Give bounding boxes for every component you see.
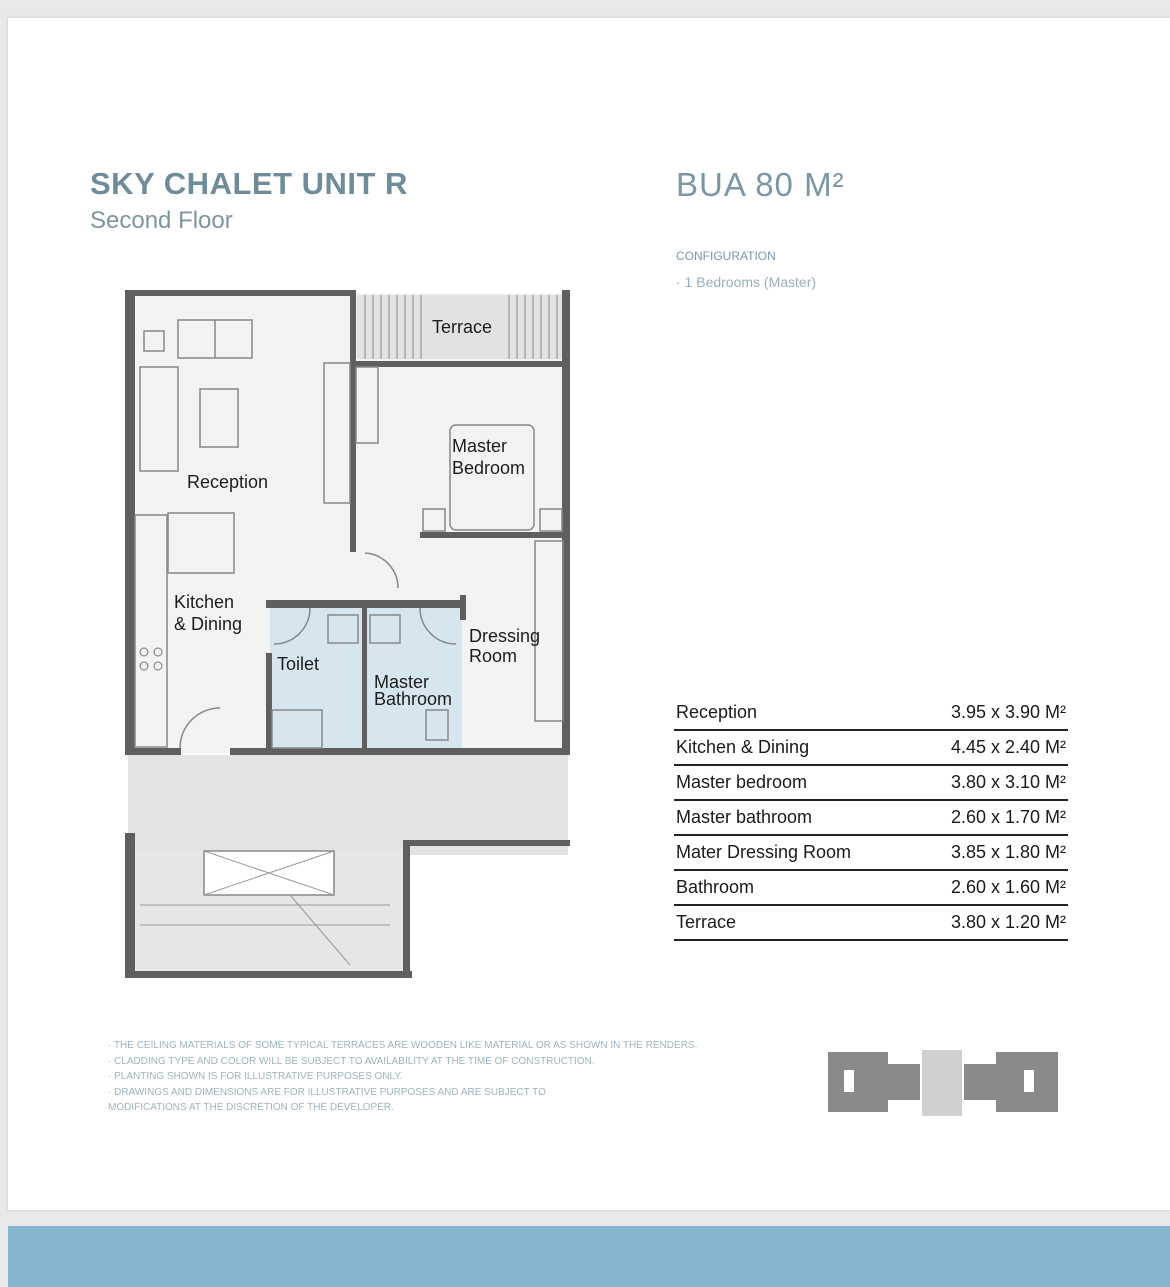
wall-top: [125, 290, 355, 296]
wall-bath-right: [460, 595, 466, 620]
floor-plan: [120, 285, 580, 985]
wall-stair-right: [403, 840, 410, 978]
note-line: · THE CEILING MATERIALS OF SOME TYPICAL TERRACES ARE WOODEN LIKE MATERIAL OR AS SHOWN IN THE RENDERS.: [108, 1040, 698, 1051]
bua-area: BUA 80 M²: [676, 166, 845, 203]
room-name: Kitchen & Dining: [674, 730, 911, 765]
room-name: Master bathroom: [674, 800, 911, 835]
wall-terrace: [350, 290, 356, 552]
room-dims: 3.95 x 3.90 M²: [911, 696, 1068, 730]
wall-stair-bottom: [125, 971, 412, 978]
configuration-label: CONFIGURATION: [676, 249, 776, 263]
room-name: Mater Dressing Room: [674, 835, 911, 870]
note-line: · CLADDING TYPE AND COLOR WILL BE SUBJECT TO AVAILABILITY AT THE TIME OF CONSTRUCTION.: [108, 1055, 595, 1067]
room-name: Reception: [674, 696, 911, 730]
wall-left: [125, 290, 135, 755]
label-master-bath-1: Master: [374, 672, 430, 692]
table-row: [674, 800, 1068, 835]
label-terrace: Terrace: [432, 317, 493, 337]
note-line: MODIFICATIONS AT THE DISCRETION OF THE DEVELOPER.: [108, 1102, 394, 1113]
configuration-item: · 1 Bedrooms (Master): [676, 274, 817, 290]
room-dims: 2.60 x 1.60 M²: [911, 870, 1068, 905]
room-name: Bathroom: [674, 870, 911, 905]
label-dressing-2: Room: [469, 646, 518, 666]
note-line: · PLANTING SHOWN IS FOR ILLUSTRATIVE PURPOSES ONLY.: [108, 1071, 403, 1082]
label-dressing-1: Dressing: [469, 626, 541, 646]
wall-bed-bottom: [420, 532, 567, 538]
wall-bath-mid: [362, 605, 367, 753]
room-dims: 3.80 x 3.10 M²: [911, 765, 1068, 800]
wall-bottom-right: [230, 748, 570, 755]
label-master-bath-2: Bathroom: [374, 689, 453, 709]
table-row: [674, 730, 1068, 765]
room-name: Master bedroom: [674, 765, 911, 800]
wall-stair-top: [403, 840, 570, 846]
unit-title: SKY CHALET UNIT R: [90, 166, 408, 201]
label-master-bedroom-1: Master: [452, 436, 508, 456]
wall-bottom-left: [125, 748, 181, 755]
wall-bedroom-top: [352, 361, 567, 367]
room-dims: 4.45 x 2.40 M²: [911, 730, 1068, 765]
room-dims: 3.80 x 1.20 M²: [911, 905, 1068, 940]
room-name: Terrace: [674, 905, 911, 940]
label-kitchen-1: Kitchen: [174, 592, 235, 612]
disclaimer-notes: [108, 1038, 748, 1116]
room-dims: 2.60 x 1.70 M²: [911, 800, 1068, 835]
table-row: [674, 696, 1068, 730]
wall-bath-left: [266, 653, 272, 753]
room-dims: 3.85 x 1.80 M²: [911, 835, 1068, 870]
label-master-bedroom-2: Bedroom: [452, 458, 526, 478]
label-toilet: Toilet: [277, 654, 320, 674]
label-reception: Reception: [187, 472, 269, 492]
toilet-floor: [270, 605, 362, 750]
area-table: [674, 696, 1068, 941]
table-row: [674, 765, 1068, 800]
label-kitchen-2: & Dining: [174, 614, 243, 634]
note-line: · DRAWINGS AND DIMENSIONS ARE FOR ILLUSTRATIVE PURPOSES AND ARE SUBJECT TO: [108, 1086, 546, 1098]
table-row: [674, 870, 1068, 905]
table-row: [674, 835, 1068, 870]
floor-subtitle: Second Floor: [90, 207, 233, 234]
bottom-color-band: [8, 1226, 1170, 1287]
key-plan-thumbnail: [814, 1040, 1070, 1128]
wall-stair-left: [125, 833, 135, 978]
table-row: [674, 905, 1068, 940]
